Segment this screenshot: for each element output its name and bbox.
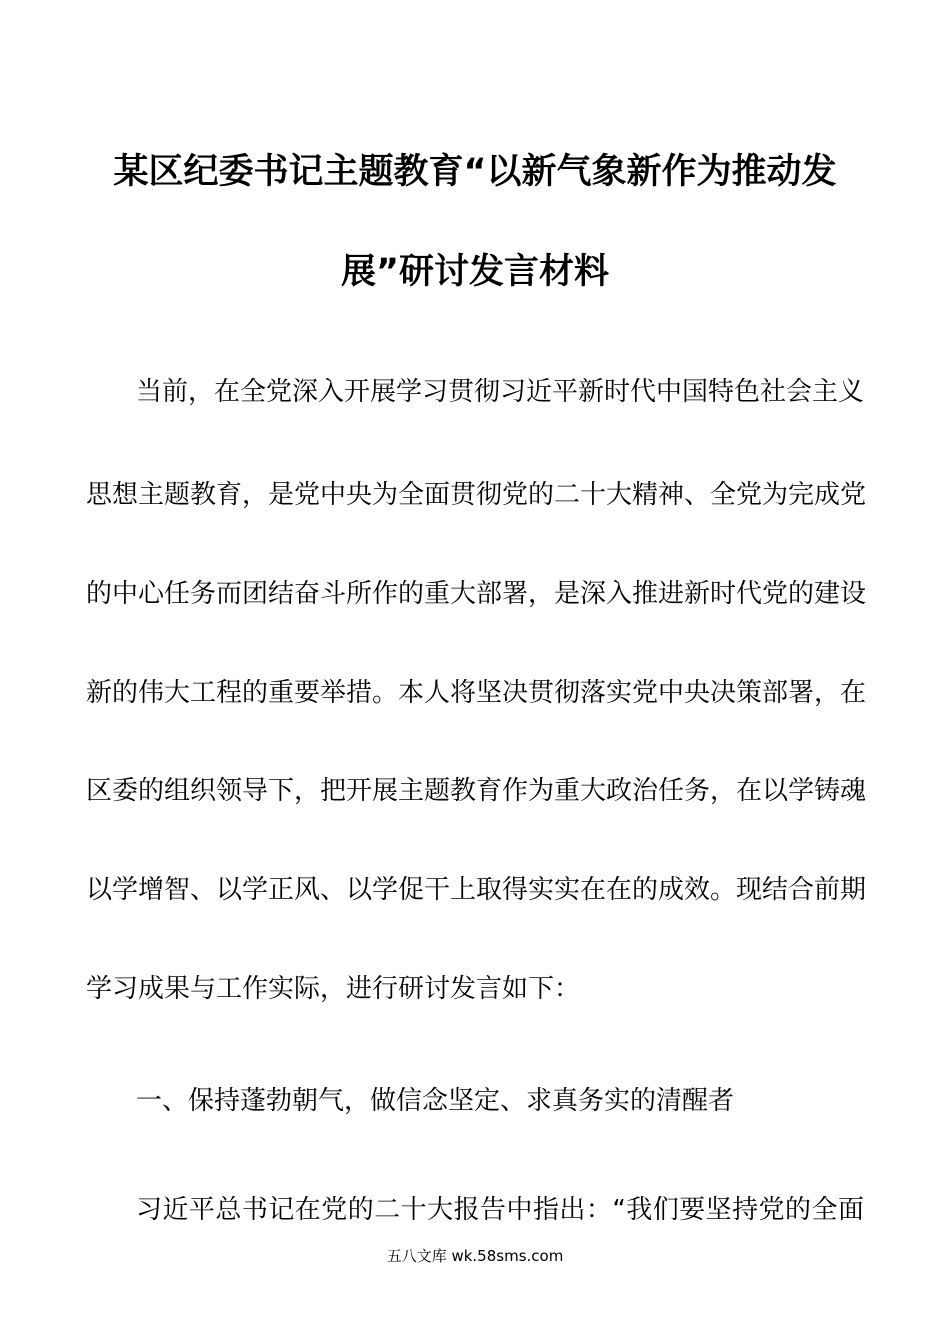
paragraph-1-line-3: 的中心任务而团结奋斗所作的重大部署，是深入推进新时代党的建设 (86, 579, 867, 609)
footer-watermark: 五八文库 wk.58sms.com (386, 1247, 564, 1265)
paragraph-1-line-7: 学习成果与工作实际，进行研讨发言如下： (86, 974, 581, 1004)
paragraph-1-line-5: 区委的组织领导下，把开展主题教育作为重大政治任务，在以学铸魂 (86, 776, 867, 806)
paragraph-1-line-1: 当前，在全党深入开展学习贯彻习近平新时代中国特色社会主义 (136, 377, 865, 407)
section-1-heading: 一、保持蓬勃朝气，做信念坚定、求真务实的清醒者 (136, 1086, 735, 1116)
paragraph-2-line-1: 习近平总书记在党的二十大报告中指出：“我们要坚持党的全面 (136, 1195, 864, 1225)
paragraph-1-line-6: 以学增智、以学正风、以学促干上取得实实在在的成效。现结合前期 (86, 875, 867, 905)
paragraph-1-line-4: 新的伟大工程的重要举措。本人将坚决贯彻落实党中央决策部署，在 (86, 678, 867, 708)
document-title-line-1: 某区纪委书记主题教育“以新气象新作为推动发 (113, 152, 837, 192)
document-title-line-2: 展”研讨发言材料 (340, 252, 609, 292)
paragraph-1-line-2: 思想主题教育，是党中央为全面贯彻党的二十大精神、全党为完成党 (86, 480, 867, 510)
